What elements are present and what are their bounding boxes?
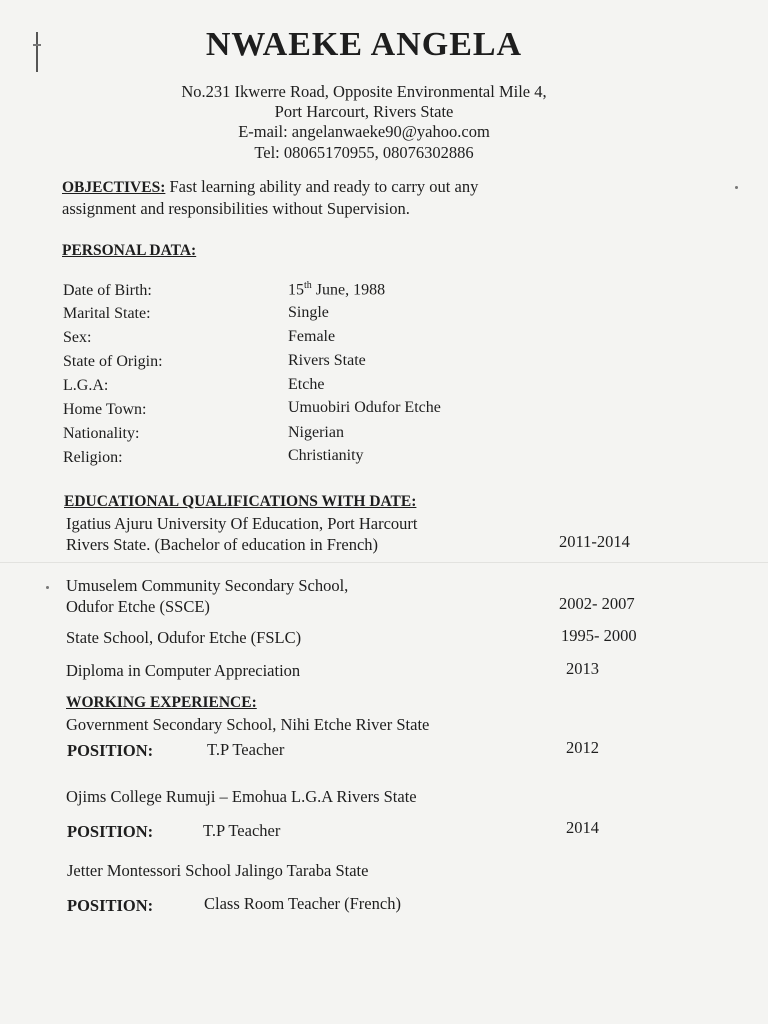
personal-data-heading: PERSONAL DATA:	[62, 242, 197, 259]
dob-day-suffix: th	[304, 280, 312, 291]
position-label: POSITION:	[67, 741, 154, 760]
personal-label: L.G.A:	[63, 377, 109, 394]
education-date: 1995- 2000	[561, 626, 637, 645]
scan-dot	[46, 586, 49, 589]
personal-value	[288, 280, 385, 299]
personal-label: Date of Birth:	[63, 282, 152, 299]
work-date: 2012	[566, 738, 599, 757]
personal-label: Nationality:	[63, 425, 140, 442]
personal-value: Single	[288, 304, 329, 321]
work-position: T.P Teacher	[207, 740, 285, 759]
personal-label: Home Town:	[63, 401, 147, 418]
work-position: T.P Teacher	[203, 821, 281, 840]
work-place: Ojims College Rumuji – Emohua L.G.A Rivers State	[66, 787, 417, 806]
education-line: Rivers State. (Bachelor of education in French)	[66, 535, 379, 554]
personal-label: Religion:	[63, 449, 123, 466]
position-label: POSITION:	[67, 822, 154, 841]
work-place: Jetter Montessori School Jalingo Taraba State	[67, 861, 369, 880]
education-line: Odufor Etche (SSCE)	[66, 597, 210, 616]
objectives-label: OBJECTIVES:	[62, 179, 166, 196]
work-heading: WORKING EXPERIENCE:	[66, 694, 257, 711]
fold-line	[0, 562, 768, 563]
personal-value: Rivers State	[288, 352, 366, 369]
personal-label: Sex:	[63, 329, 92, 346]
objectives-line-2: assignment and responsibilities without Supervision.	[62, 199, 410, 218]
personal-value: Nigerian	[288, 424, 344, 441]
position-label: POSITION:	[67, 896, 154, 915]
work-place: Government Secondary School, Nihi Etche River State	[66, 715, 430, 734]
dob-day: 15	[288, 281, 304, 299]
education-date: 2013	[566, 659, 599, 678]
personal-value: Umuobiri Odufor Etche	[288, 399, 441, 416]
objectives-text-1: Fast learning ability and ready to carry out any	[169, 177, 479, 196]
work-date: 2014	[566, 818, 599, 837]
education-date: 2011-2014	[559, 532, 630, 551]
objectives-line-1	[62, 177, 478, 197]
education-heading: EDUCATIONAL QUALIFICATIONS WITH DATE:	[64, 493, 417, 510]
personal-value: Female	[288, 328, 336, 345]
personal-label: Marital State:	[63, 305, 151, 322]
education-line: Igatius Ajuru University Of Education, Port Harcourt	[66, 514, 418, 533]
education-line: State School, Odufor Etche (FSLC)	[66, 628, 302, 647]
education-date: 2002- 2007	[559, 594, 635, 613]
personal-value: Christianity	[288, 447, 364, 464]
personal-value: Etche	[288, 376, 325, 393]
personal-label: State of Origin:	[63, 353, 163, 370]
address-line-2: Port Harcourt, Rivers State	[274, 102, 454, 121]
address-line-1: No.231 Ikwerre Road, Opposite Environmental Mile 4,	[181, 82, 547, 101]
work-position: Class Room Teacher (French)	[204, 894, 401, 913]
education-line: Diploma in Computer Appreciation	[66, 661, 301, 680]
scan-dot	[735, 186, 738, 189]
education-line: Umuselem Community Secondary School,	[66, 576, 349, 595]
dob-rest: June, 1988	[315, 281, 386, 299]
candidate-name: NWAEKE ANGELA	[205, 26, 523, 63]
email-line: E-mail: angelanwaeke90@yahoo.com	[238, 122, 490, 141]
phone-line: Tel: 08065170955, 08076302886	[254, 143, 474, 162]
